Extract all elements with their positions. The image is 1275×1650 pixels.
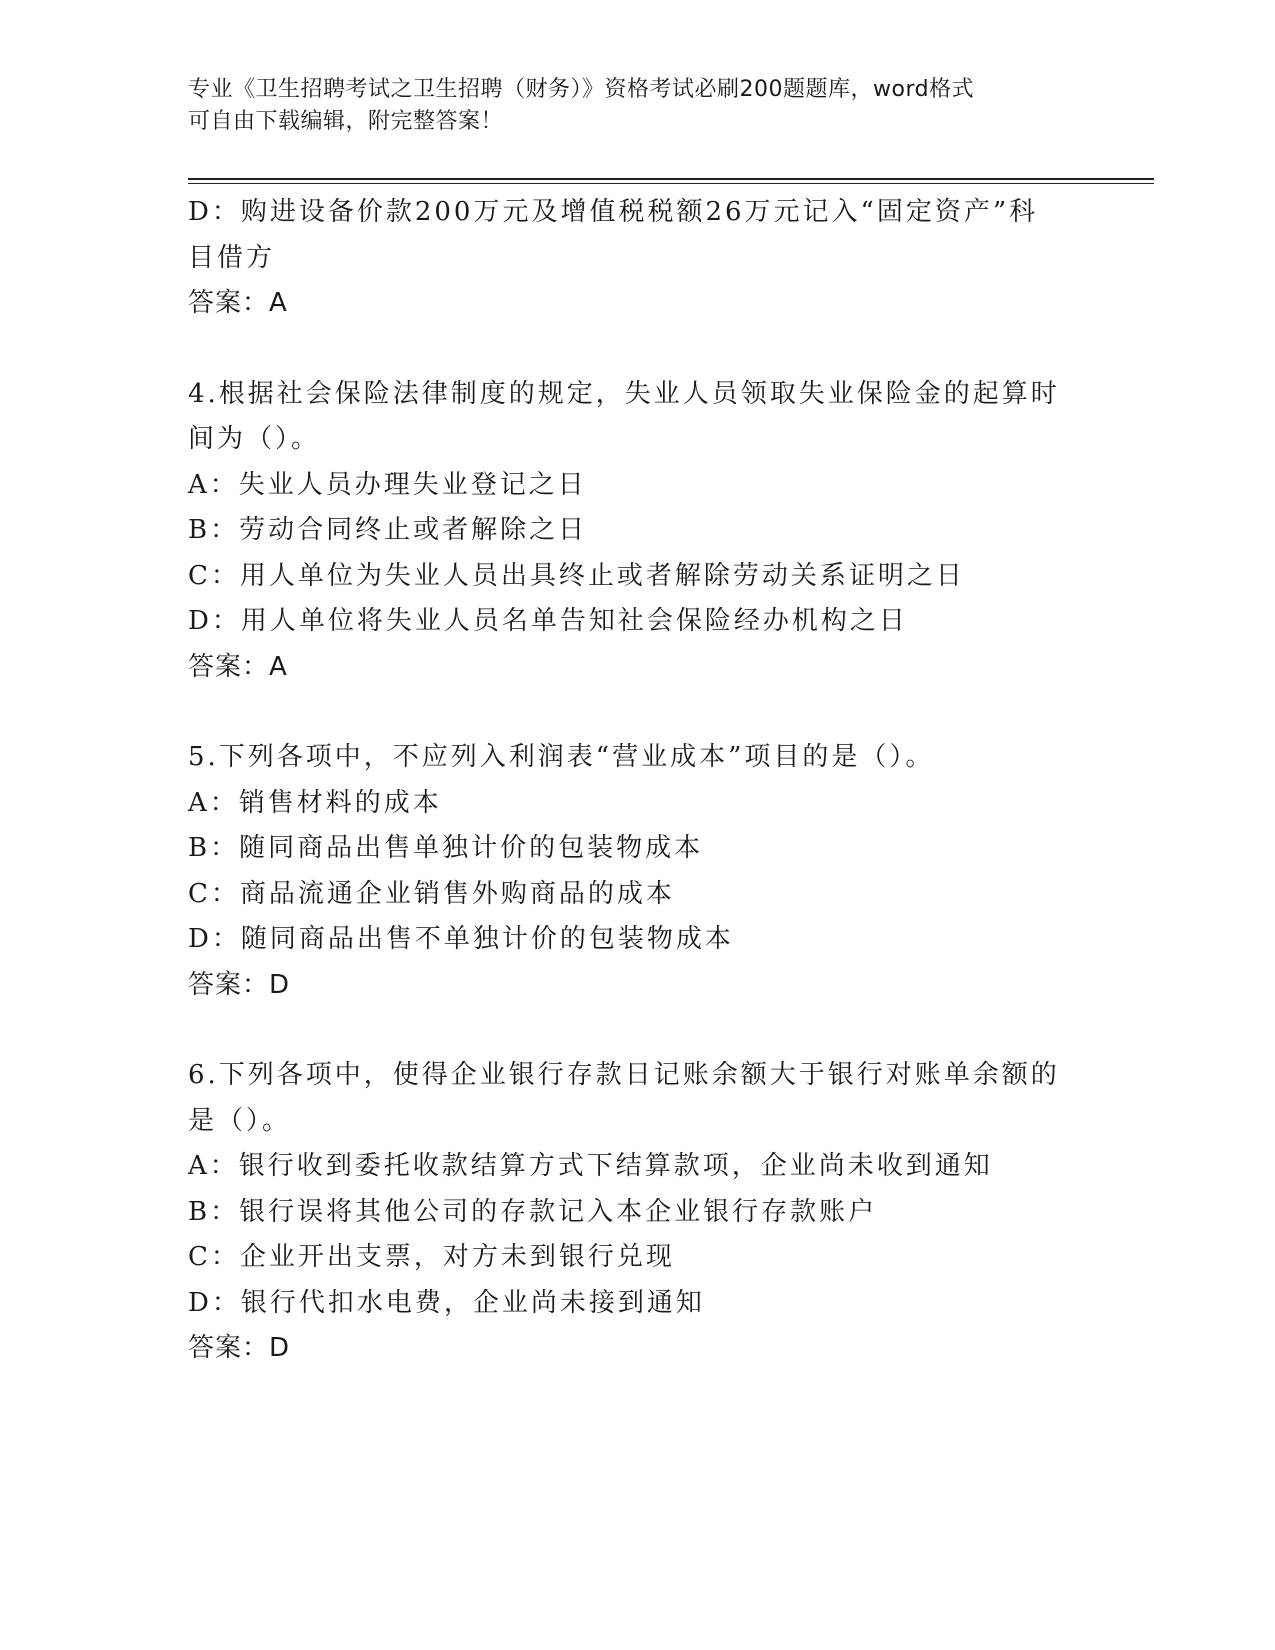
document-header — [188, 74, 1068, 138]
question-spacer — [188, 690, 1088, 735]
option-d-continued: 目借方 — [188, 242, 276, 273]
option-c: C：用人单位为失业人员出具终止或者解除劳动关系证明之日 — [188, 560, 965, 591]
option-b: B：银行误将其他公司的存款记入本企业银行存款账户 — [188, 1196, 878, 1227]
option-d: D：购进设备价款200万元及增值税税额26万元记入“固定资产”科 — [188, 197, 1039, 227]
previous-question-tail — [188, 190, 1088, 327]
option-a: A：销售材料的成本 — [188, 787, 442, 818]
question-stem: 5.下列各项中，不应列入利润表“营业成本”项目的是（）。 — [188, 742, 935, 772]
option-d: D：随同商品出售不单独计价的包装物成本 — [188, 924, 734, 954]
option-b: B：随同商品出售单独计价的包装物成本 — [188, 833, 704, 863]
header-divider-thin — [188, 183, 1154, 184]
header-title-line-2: 可自由下载编辑，附完整答案！ — [188, 109, 504, 134]
question-6 — [188, 1053, 1088, 1372]
header-divider-thick — [188, 178, 1154, 180]
question-spacer — [188, 1008, 1088, 1053]
option-b: B：劳动合同终止或者解除之日 — [188, 515, 588, 545]
answer-line: 答案：D — [188, 1333, 291, 1363]
question-spacer — [188, 327, 1088, 372]
option-a: A：银行收到委托收款结算方式下结算款项，企业尚未收到通知 — [188, 1151, 993, 1181]
answer-line: 答案：D — [188, 969, 291, 1000]
question-stem-continued: 间为（）。 — [188, 424, 321, 454]
option-d: D：用人单位将失业人员名单告知社会保险经办机构之日 — [188, 606, 908, 636]
answer-line: 答案：A — [188, 651, 288, 682]
question-stem: 6.下列各项中，使得企业银行存款日记账余额大于银行对账单余额的 — [188, 1060, 1060, 1090]
question-list — [188, 190, 1088, 1372]
question-5 — [188, 735, 1088, 1008]
question-stem-continued: 是（）。 — [188, 1105, 292, 1136]
option-c: C：企业开出支票，对方未到银行兑现 — [188, 1242, 675, 1272]
option-c: C：商品流通企业销售外购商品的成本 — [188, 878, 675, 909]
option-a: A：失业人员办理失业登记之日 — [188, 469, 587, 500]
answer-line: 答案：A — [188, 288, 288, 318]
question-4 — [188, 372, 1088, 691]
option-d: D：银行代扣水电费，企业尚未接到通知 — [188, 1287, 705, 1318]
header-title-line-1: 专业《卫生招聘考试之卫生招聘（财务）》资格考试必刷200题题库，word格式 — [188, 77, 975, 102]
question-stem: 4.根据社会保险法律制度的规定，失业人员领取失业保险金的起算时 — [188, 378, 1060, 409]
